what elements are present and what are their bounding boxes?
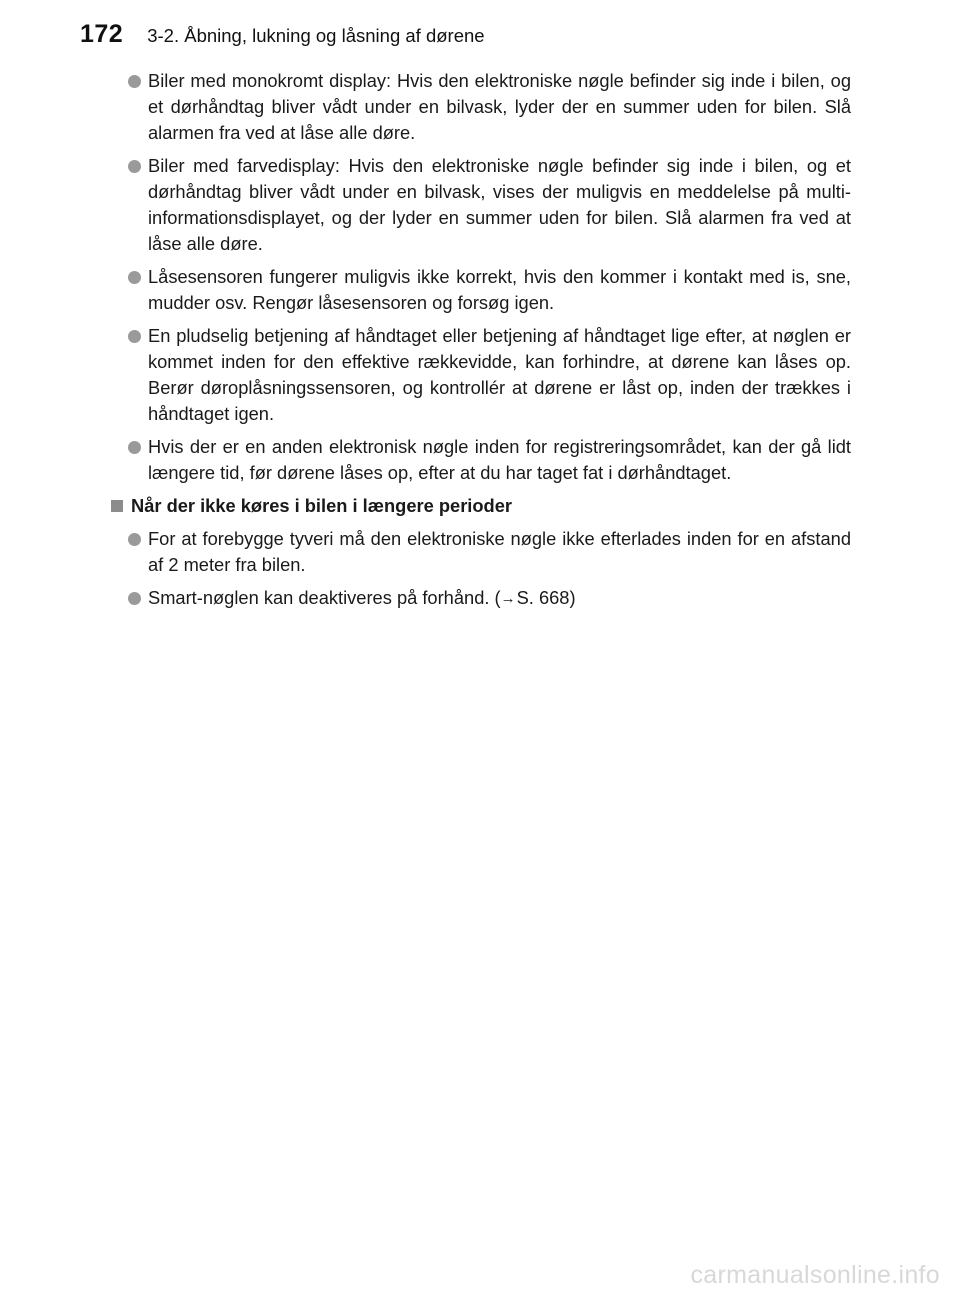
bullet-dot-icon [128,75,141,88]
bullet-text-prefix: Smart-nøglen kan deaktiveres på forhånd. ( [148,587,501,608]
page-content [128,68,851,619]
bullet-text: Biler med farvedisplay: Hvis den elektroniske nøgle befinder sig inde i bilen, og et dørhåndtag bliver vådt under en bilvask, vises der muligvis en meddelelse på multi-informationsdisplayet, og der lyder en summer uden for bilen. Slå alarmen fra ved at låse alle døre. [148,155,851,254]
bullet-text [148,585,851,612]
bullet-dot-icon [128,592,141,605]
bullet-dot-icon [128,330,141,343]
bullet-dot-icon [128,533,141,546]
subsection-heading [111,493,851,519]
list-item [128,323,851,427]
bullet-dot-icon [128,271,141,284]
list-item [128,585,851,612]
bullet-text: Låsesensoren fungerer muligvis ikke korrekt, hvis den kommer i kontakt med is, sne, mudder osv. Rengør låsesensoren og forsøg igen. [148,266,851,313]
bullet-text: En pludselig betjening af håndtaget eller betjening af håndtaget lige efter, at nøglen er kommet inden for den effektive rækkevidde, kan forhindre, at dørene kan låses op. Berør døroplåsningssensoren, og kontrollér at dørene er låst op, inden der trækkes i håndtaget igen. [148,325,851,424]
bullet-text: For at forebygge tyveri må den elektroniske nøgle ikke efterlades inden for en afstand af 2 meter fra bilen. [148,528,851,575]
subsection-title: Når der ikke køres i bilen i længere perioder [131,495,513,516]
bullet-text: Hvis der er en anden elektronisk nøgle inden for registreringsområdet, kan der gå lidt længere tid, før dørene låses op, efter at du har taget fat i dørhåndtaget. [148,436,851,483]
arrow-right-icon: → [500,590,516,607]
page-header [80,20,900,60]
list-item [128,264,851,316]
page-reference-link[interactable]: S. 668) [516,587,576,608]
list-item [128,526,851,578]
square-bullet-icon [111,500,123,512]
bullet-dot-icon [128,160,141,173]
list-item [128,434,851,486]
watermark: carmanualsonline.info [690,1261,940,1289]
list-item [128,68,851,146]
bullet-text: Biler med monokromt display: Hvis den elektroniske nøgle befinder sig inde i bilen, og et dørhåndtag bliver vådt under en bilvask, lyder der en summer uden for bilen. Slå alarmen fra ved at låse alle døre. [148,70,851,143]
page-number: 172 [80,20,124,48]
list-item [128,153,851,257]
bullet-dot-icon [128,441,141,454]
section-title: 3-2. Åbning, lukning og låsning af dørene [147,25,485,46]
